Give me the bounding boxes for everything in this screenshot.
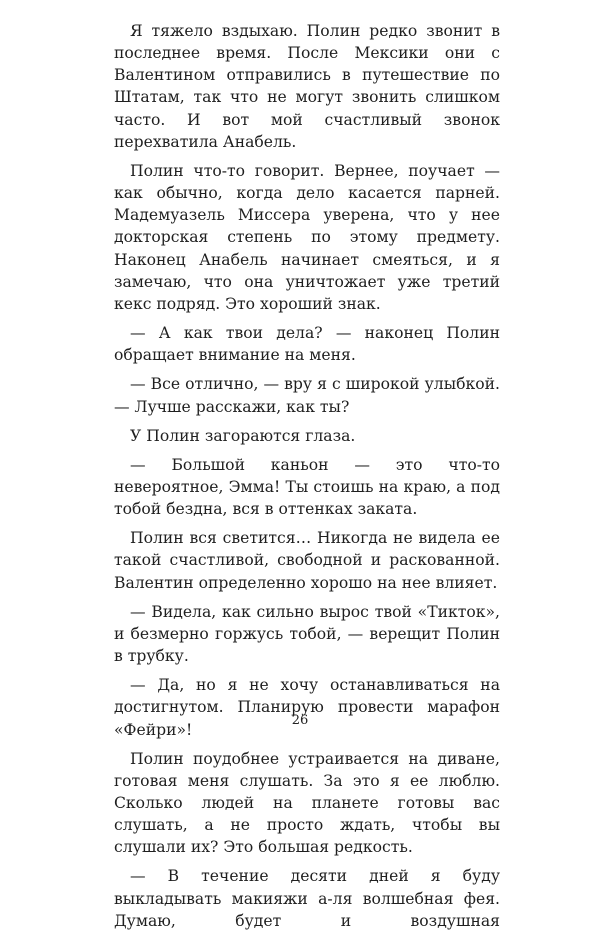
paragraph-3: — А как твои дела? — наконец Полин обращает внимание на меня. [114,324,500,365]
paragraph-1: Я тяжело вздыхаю. Полин редко звонит в последнее время. После Мексики они с Валентином отправились в путешествие по Штатам, так что не могут звонить слишком часто. И вот мой счастливый звонок перехватила Анабель. [114,22,500,151]
paragraph-7: Полин вся светится… Никогда не видела ее такой счастливой, свободной и раскованной. Валентин определенно хорошо на нее влияет. [114,529,500,592]
paragraph-8: — Видела, как сильно вырос твой «Тикток», и безмерно горжусь тобой, — верещит Полин в трубку. [114,602,500,666]
paragraph-9: — Да, но я не хочу останавливаться на достигнутом. Планирую провести марафон «Фейри»! [114,676,500,739]
paragraph-5: У Полин загораются глаза. [130,426,356,445]
paragraph-11: — В течение десяти дней я буду выкладывать макияжи а-ля волшебная фея. Думаю, будет и воздушная [114,867,500,930]
paragraph-4: — Все отлично, — вру я с широкой улыбкой. — Лучше расскажи, как ты? [114,375,500,416]
page-number: 26 [291,713,309,728]
paragraph-10: Полин поудобнее устраивается на диване, готовая меня слушать. За это я ее люблю. Сколько людей на планете готовы вас слушать, а не просто ждать, чтобы вы слушали их? Это большая редкость. [114,749,500,857]
paragraph-6: — Большой каньон — это что-то невероятное, Эмма! Ты стоишь на краю, а под тобой бездна, вся в оттенках заката. [114,455,500,519]
paragraph-2: Полин что-то говорит. Вернее, поучает — как обычно, когда дело касается парней. Мадемуазель Миссера уверена, что у нее докторская степень по этому предмету. Наконец Анабель начинает смеяться, и я замечаю, что она уничтожает уже третий кекс подряд. Это хороший знак. [114,161,500,313]
body-text [114,20,500,939]
